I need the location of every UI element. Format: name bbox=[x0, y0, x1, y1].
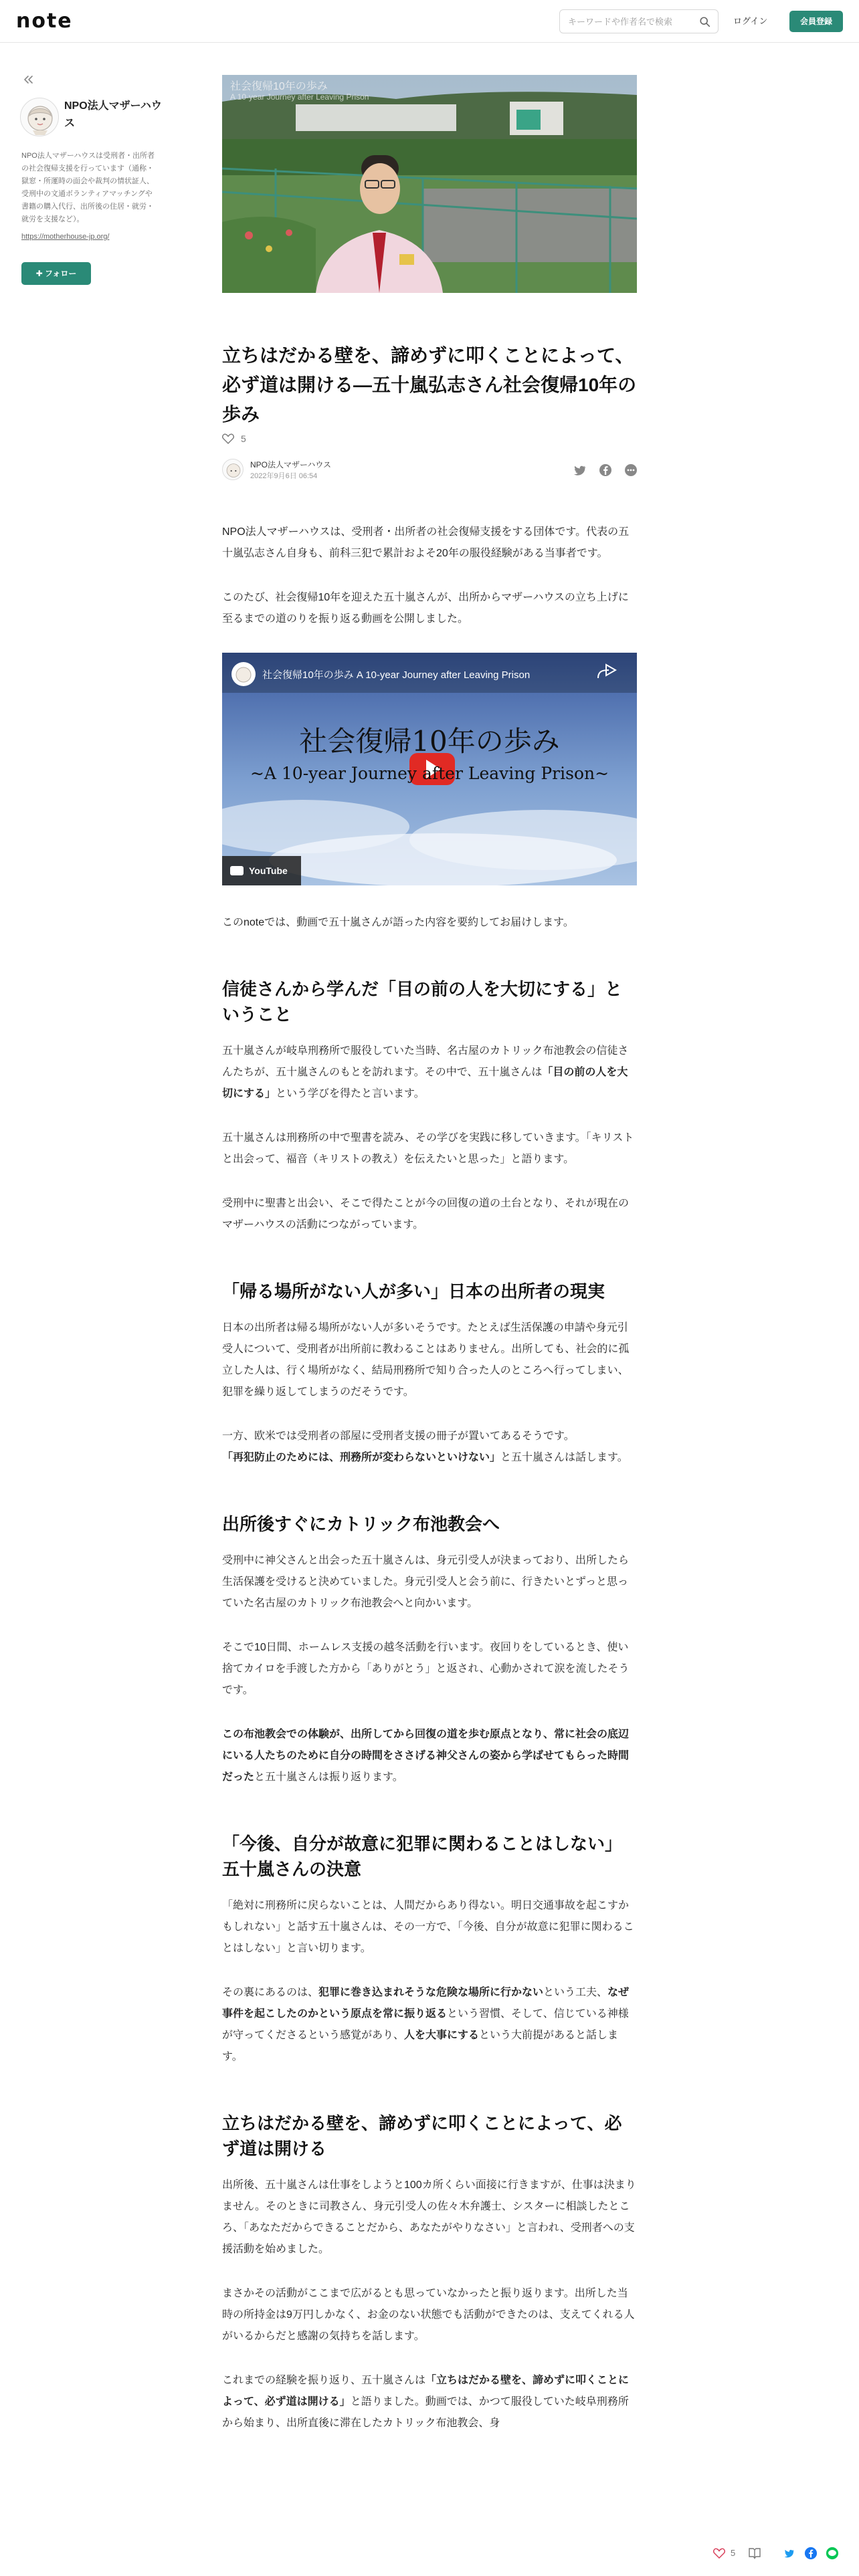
more-options-icon[interactable] bbox=[624, 463, 638, 477]
section-heading-4: 「今後、自分が故意に犯罪に関わることはしない」五十嵐さんの決意 bbox=[222, 1834, 623, 1879]
youtube-embed[interactable] bbox=[222, 653, 637, 885]
floating-line-icon[interactable] bbox=[826, 2547, 839, 2560]
section-heading-2: 「帰る場所がない人が多い」日本の出所者の現実 bbox=[222, 1281, 605, 1301]
follow-button[interactable] bbox=[21, 262, 91, 285]
video-title[interactable]: 社会復帰10年の歩み A 10-year Journey after Leaving Prison bbox=[262, 669, 531, 681]
like-row[interactable] bbox=[222, 432, 246, 445]
article-body bbox=[222, 522, 638, 2457]
article-title: 立ちはだかる壁を、諦めずに叩くことによって、必ず道は開ける―五十嵐弘志さん社会復帰10年の歩み bbox=[222, 345, 637, 425]
hero-caption: 社会復帰10年の歩み bbox=[230, 81, 328, 92]
youtube-label: YouTube bbox=[249, 865, 288, 876]
section-5-paragraph-2: まさかその活動がここまで広がるとも思っていなかったと振り返ります。出所した当時の所持金は9万円しかなく、お金のない状態でも活動ができたのは、支えてくれる人がいるからだと感謝の気持ちを話します。 bbox=[222, 2288, 635, 2342]
author-avatar-illustration bbox=[223, 459, 244, 481]
like-count: 5 bbox=[241, 433, 246, 444]
video-headline-en: ~A 10-year Journey after Leaving Prison~ bbox=[250, 764, 609, 783]
hero-photo bbox=[222, 75, 637, 293]
creator-website-link[interactable]: https://motherhouse-jp.org/ bbox=[21, 233, 110, 241]
video-headline-jp: 社会復帰10年の歩み bbox=[299, 725, 560, 758]
search-box[interactable] bbox=[559, 9, 719, 33]
section-heading-3: 出所後すぐにカトリック布池教会へ bbox=[222, 1514, 500, 1534]
youtube-watch-button[interactable] bbox=[222, 856, 301, 885]
collapse-sidebar-icon[interactable] bbox=[21, 72, 36, 87]
floating-like-count: 5 bbox=[731, 2548, 736, 2558]
facebook-icon[interactable] bbox=[598, 463, 613, 477]
intro-paragraph-1: NPO法人マザーハウスは、受刑者・出所者の社会復帰支援をする団体です。代表の五十嵐弘志さん自身も、前科三犯で累計およそ20年の服役経験がある当事者です。 bbox=[222, 526, 630, 559]
section-2-paragraph-1: 日本の出所者は帰る場所がない人が多いそうです。たとえば生活保護の申請や身元引受人について、受刑者が出所前に教わることはありません。出所しても、社会的に孤立した人は、行く場所がなく、結局刑務所で知り合った人のところへ行ってしまい、犯罪を繰り返してしまうのだそうです。 bbox=[222, 1322, 630, 1398]
publish-date: 2022年9月6日 06:54 bbox=[250, 472, 318, 480]
section-heading-5: 立ちはだかる壁を、諦めずに叩くことによって、必ず道は開ける bbox=[222, 2113, 622, 2159]
search-input[interactable] bbox=[560, 10, 691, 33]
floating-facebook-icon[interactable] bbox=[804, 2547, 818, 2560]
creator-description: NPO法人マザーハウスは受刑者・出所者の社会復帰支援を行っています（通称・獄窓・所運時の面会や裁判の情状証人、受刑中の文通ボランティアマッチングや書籍の購入代行、出所後の住居・就労・就労を支援など）。 bbox=[21, 152, 155, 223]
creator-avatar-illustration bbox=[21, 98, 59, 136]
section-4-paragraph-2: その裏にあるのは、犯罪に巻き込まれそうな危険な場所に行かないという工夫、なぜ事件を起こしたのかという原点を常に振り返るという習慣、そして、信じている神様が守ってくださるという感覚があり、人を大事にするという大前提があると話します。 bbox=[222, 1987, 630, 2062]
summary-note: このnoteでは、動画で五十嵐さんが語った内容を要約してお届けします。 bbox=[222, 917, 574, 928]
login-link[interactable]: ログイン bbox=[733, 16, 768, 26]
section-4-paragraph-1: 「絶対に刑務所に戻らないことは、人間だからあり得ない。明日交通事故を起こすかもしれない」と話す五十嵐さんは、その一方で、「今後、自分が故意に犯罪に関わることはしない」と言い切ります。 bbox=[222, 1900, 634, 1954]
floating-twitter-icon[interactable] bbox=[783, 2547, 796, 2559]
search-icon[interactable] bbox=[699, 16, 711, 28]
follow-label: フォロー bbox=[45, 269, 77, 278]
author-avatar[interactable] bbox=[222, 459, 244, 480]
twitter-icon[interactable] bbox=[573, 463, 587, 477]
magazine-add-icon[interactable] bbox=[748, 2547, 761, 2559]
floating-action-bar bbox=[709, 2540, 859, 2567]
note-logo[interactable]: note bbox=[16, 9, 73, 33]
section-1-paragraph-2: 五十嵐さんは刑務所の中で聖書を読み、その学びを実践に移していきます。「キリストと出会って、福音（キリストの教え）を伝えたいと思った」と語ります。 bbox=[222, 1132, 634, 1165]
section-1-paragraph-3: 受刑中に聖書と出会い、そこで得たことが今の回復の道の土台となり、それが現在のマザーハウスの活動につながっています。 bbox=[222, 1198, 630, 1230]
author-row bbox=[222, 459, 638, 483]
section-5-paragraph-3: これまでの経験を振り返り、五十嵐さんは「立ちはだかる壁を、諦めずに叩くことによって、必ず道は開ける」と語りました。動画では、かつて服役していた岐阜刑務所から始まり、出所直後に滞在したカトリック布池教会、身 bbox=[222, 2375, 630, 2429]
section-heading-1: 信徒さんから学んだ「目の前の人を大切にする」ということ bbox=[222, 979, 623, 1025]
signup-button[interactable]: 会員登録 bbox=[789, 11, 843, 32]
creator-name[interactable]: NPO法人マザーハウス bbox=[64, 100, 162, 129]
author-name[interactable]: NPO法人マザーハウス bbox=[250, 460, 332, 469]
section-3-paragraph-2: そこで10日間、ホームレス支援の越冬活動を行います。夜回りをしているとき、使い捨てカイロを手渡した方から「ありがとう」と返され、心動かされて涙を流したそうです。 bbox=[222, 1642, 630, 1696]
hero-image bbox=[222, 75, 637, 293]
hero-caption-en: A 10-year Journey after Leaving Prison bbox=[230, 92, 369, 102]
youtube-logo-icon bbox=[230, 866, 244, 875]
section-3-paragraph-3: この布池教会での体験が、出所してから回復の道を歩む原点となり、常に社会の底辺にいる人たちのために自分の時間をささげる神父さんの姿から学ばせてもらった時間だったと五十嵐さんは振り返ります。 bbox=[222, 1729, 630, 1783]
section-2-paragraph-2: 一方、欧米では受刑者の部屋に受刑者支援の冊子が置いてあるそうです。 「再犯防止のためには、刑務所が変わらないといけない」と五十嵐さんは話します。 bbox=[222, 1430, 628, 1463]
intro-paragraph-2: このたび、社会復帰10年を迎えた五十嵐さんが、出所からマザーハウスの立ち上げに至るまでの道のりを振り返る動画を公開しました。 bbox=[222, 592, 629, 625]
section-1-paragraph-1: 五十嵐さんが岐阜刑務所で服役していた当時、名古屋のカトリック布池教会の信徒さんたちが、五十嵐さんのもとを訪れます。その中で、五十嵐さんは「目の前の人を大切にする」という学びを得たと言います。 bbox=[222, 1045, 629, 1099]
add-person-icon: ✚ bbox=[35, 269, 43, 278]
section-3-paragraph-1: 受刑中に神父さんと出会った五十嵐さんは、身元引受人が決まっており、出所したら生活保護を受けると決めていました。身元引受人と会う前に、行きたいとずっと思っていた名古屋のカトリック布池教会へと向かいます。 bbox=[222, 1555, 630, 1609]
section-5-paragraph-1: 出所後、五十嵐さんは仕事をしようと100カ所くらい面接に行きますが、仕事は決まりません。そのときに司教さん、身元引受人の佐々木弁護士、シスターに相談したところ、「あなただからできることだから、あなたがやりなさい」と言われ、受刑者への支援活動を始めました。 bbox=[222, 2179, 636, 2255]
site-header bbox=[0, 0, 859, 43]
heart-icon[interactable] bbox=[222, 433, 234, 444]
creator-avatar[interactable] bbox=[20, 98, 59, 136]
like-heart-icon[interactable] bbox=[713, 2548, 725, 2559]
share-icons bbox=[573, 463, 638, 477]
